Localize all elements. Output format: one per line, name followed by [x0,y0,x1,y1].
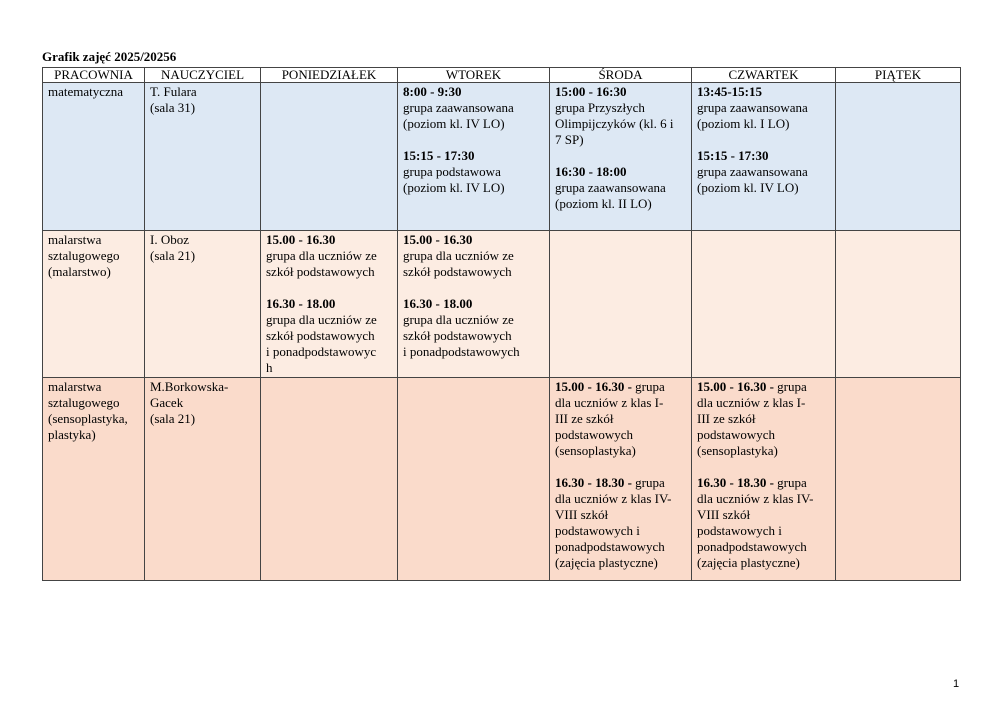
schedule-entry [555,379,686,459]
entry-desc: grupa [631,379,665,394]
entry-time: 15:15 - 17:30 [403,148,475,163]
entry-desc: grupa zaawansowana [697,100,808,115]
day-cell-friday [836,378,961,581]
entry-desc: podstawowych i [555,523,640,538]
document-title: Grafik zajęć 2025/20256 [42,49,177,64]
entry-desc: (zajęcia plastyczne) [555,555,658,570]
header-thursday: CZWARTEK [692,68,836,83]
entry-desc: podstawowych [555,427,633,442]
day-cell-thursday [692,231,836,378]
entry-desc: (poziom kl. I LO) [697,116,790,131]
room-line: malarstwa [48,232,102,247]
entry-desc: dla uczniów z klas I- [697,395,806,410]
day-cell-wednesday [550,378,692,581]
entry-desc: (poziom kl. IV LO) [403,116,505,131]
entry-desc: szkół podstawowych [403,264,512,279]
entry-desc: szkół podstawowych [266,264,375,279]
entry-time: 16:30 - 18:00 [555,164,627,179]
entry-desc: (sensoplastyka) [697,443,778,458]
entry-desc: VIII szkół [697,507,751,522]
entry-time: 15:15 - 17:30 [697,148,769,163]
entry-desc: dla uczniów z klas IV- [697,491,814,506]
room-line: (malarstwo) [48,264,111,279]
entry-desc: III ze szkół [697,411,756,426]
teacher-line: T. Fulara [150,84,197,99]
entry-desc: h [266,360,273,375]
header-tuesday: WTOREK [398,68,550,83]
entry-time: 15:00 - 16:30 [555,84,627,99]
header-teacher: NAUCZYCIEL [145,68,261,83]
entry-desc: grupa [631,475,665,490]
day-cell-monday [261,83,398,231]
schedule-entry [697,148,830,196]
table-row [43,231,961,378]
day-cell-tuesday [398,378,550,581]
entry-desc: (poziom kl. IV LO) [403,180,505,195]
schedule-entry [403,232,544,280]
table-row [43,378,961,581]
entry-desc: grupa [773,379,807,394]
day-cell-tuesday [398,231,550,378]
entry-desc: grupa dla uczniów ze [266,248,377,263]
header-wednesday: ŚRODA [550,68,692,83]
entry-time: 16.30 - 18.00 [403,296,473,311]
entry-desc: (zajęcia plastyczne) [697,555,800,570]
entry-desc: szkół podstawowych [403,328,512,343]
entry-desc: VIII szkół [555,507,609,522]
entry-desc: ponadpodstawowych [555,539,665,554]
schedule-entry [555,475,686,571]
schedule-entry [403,148,544,196]
entry-desc: Olimpijczyków (kl. 6 i [555,116,674,131]
teacher-line: M.Borkowska- [150,379,229,394]
schedule-entry [697,84,830,132]
entry-desc: grupa dla uczniów ze [403,248,514,263]
day-cell-wednesday [550,83,692,231]
schedule-entry [555,84,686,148]
teacher-cell [145,231,261,378]
day-cell-friday [836,83,961,231]
teacher-line: (sala 21) [150,248,196,263]
entry-time: 16.30 - 18.30 - [555,475,632,490]
header-room: PRACOWNIA [43,68,145,83]
day-cell-monday [261,378,398,581]
entry-desc: ponadpodstawowych [697,539,807,554]
teacher-line: (sala 21) [150,411,196,426]
room-line: (sensoplastyka, [48,411,128,426]
day-cell-thursday [692,83,836,231]
room-line: sztalugowego [48,395,120,410]
entry-desc: grupa podstawowa [403,164,501,179]
entry-desc: (sensoplastyka) [555,443,636,458]
room-line: sztalugowego [48,248,120,263]
table-row [43,83,961,231]
schedule-entry [403,296,544,360]
schedule-table [42,67,961,581]
teacher-cell [145,378,261,581]
schedule-entry [555,164,686,212]
entry-desc: i ponadpodstawowych [403,344,520,359]
day-cell-friday [836,231,961,378]
entry-desc: podstawowych i [697,523,782,538]
entry-desc: grupa dla uczniów ze [403,312,514,327]
entry-desc: dla uczniów z klas I- [555,395,664,410]
teacher-line: Gacek [150,395,184,410]
entry-desc: III ze szkół [555,411,614,426]
entry-time: 13:45-15:15 [697,84,762,99]
entry-desc: 7 SP) [555,132,584,147]
entry-time: 16.30 - 18.30 - [697,475,774,490]
room-line: malarstwa [48,379,102,394]
entry-time: 15.00 - 16.30 - [697,379,774,394]
entry-time: 8:00 - 9:30 [403,84,462,99]
entry-desc: grupa zaawansowana [555,180,666,195]
teacher-cell [145,83,261,231]
page-number: 1 [953,678,960,690]
entry-desc: szkół podstawowych [266,328,375,343]
entry-desc: (poziom kl. IV LO) [697,180,799,195]
day-cell-monday [261,231,398,378]
entry-desc: i ponadpodstawowyc [266,344,377,359]
entry-desc: grupa Przyszłych [555,100,645,115]
day-cell-wednesday [550,231,692,378]
schedule-entry [697,475,830,571]
header-row [43,68,961,83]
schedule-entry [266,232,392,280]
entry-desc: (poziom kl. II LO) [555,196,652,211]
entry-time: 15.00 - 16.30 [403,232,473,247]
entry-desc: grupa dla uczniów ze [266,312,377,327]
schedule-entry [266,296,392,376]
entry-desc: podstawowych [697,427,775,442]
day-cell-thursday [692,378,836,581]
entry-time: 15.00 - 16.30 [266,232,336,247]
header-friday: PIĄTEK [836,68,961,83]
schedule-entry [697,379,830,459]
header-monday: PONIEDZIAŁEK [261,68,398,83]
entry-time: 15.00 - 16.30 - [555,379,632,394]
room-cell [43,231,145,378]
entry-desc: grupa zaawansowana [697,164,808,179]
teacher-line: (sala 31) [150,100,196,115]
schedule-entry [403,84,544,132]
day-cell-tuesday [398,83,550,231]
room-line: matematyczna [48,84,124,99]
entry-desc: dla uczniów z klas IV- [555,491,672,506]
teacher-line: I. Oboz [150,232,189,247]
entry-time: 16.30 - 18.00 [266,296,336,311]
entry-desc: grupa [773,475,807,490]
room-cell [43,83,145,231]
entry-desc: grupa zaawansowana [403,100,514,115]
room-cell [43,378,145,581]
room-line: plastyka) [48,427,96,442]
